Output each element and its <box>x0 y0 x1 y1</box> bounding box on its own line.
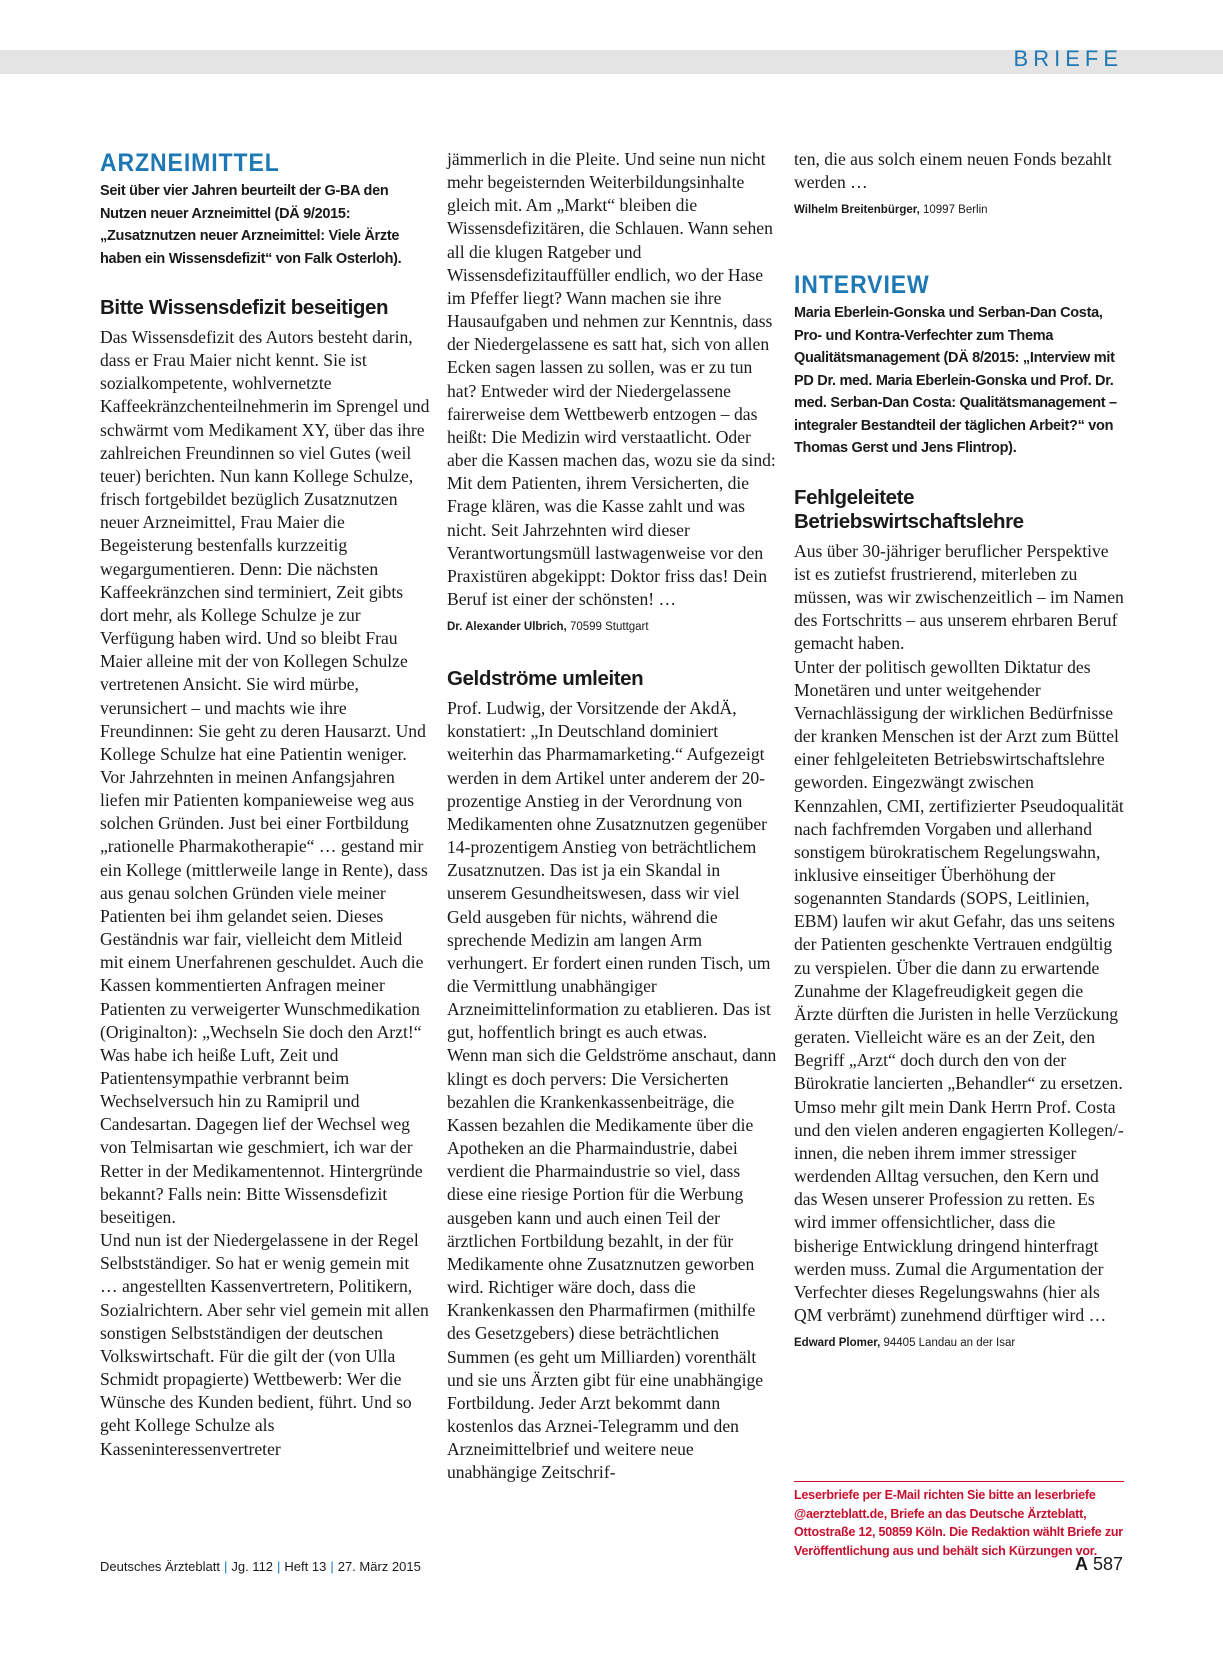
footer-volume: Jg. 112 <box>231 1559 274 1574</box>
signature-place: 70599 Stuttgart <box>569 621 649 634</box>
headline-geldstroeme: Geldströme umleiten <box>447 667 644 691</box>
section-label: BRIEFE <box>1013 46 1123 71</box>
footer-issue: Heft 13 <box>284 1559 327 1574</box>
footer-imprint: Deutsches Ärzteblatt | Jg. 112 | Heft 13 | 27. März 2015 <box>100 1559 421 1574</box>
lead-interview: Maria Eberlein-Gonska und Serban-Dan Costa, Pro- und Kontra-Verfechter zum Thema Qualitätsmanagement (DÄ 8/2015: „Interview mit PD Dr. med. Maria Eberlein-Gonska und Prof. Dr. med. Serban-Dan Costa: Qualitätsmanagement – integraler Bestandteil der täglichen Arbeit?“ von Thomas Gerst und Jens Flintrop). <box>794 305 1117 457</box>
page-prefix: A <box>1074 1554 1088 1574</box>
column-3 <box>794 148 1124 1351</box>
rubric-arzneimittel: ARZNEIMITTEL <box>100 149 280 177</box>
letter-body-betriebswirtschaftslehre: Aus über 30-jähriger beruflicher Perspektive ist es zutiefst frustrierend, miterleben zu müssen, was wir zwischenzeitlich – im Namen des Fortschritts – aus unserem ehrbaren Beruf gemacht haben. Unter der politisch gewollten Diktatur des Monetären und unter weitgehender Vernachlässigung der wirklichen Bedürfnisse der kranken Menschen ist der Arzt zum Büttel einer fehlgeleiteten Betriebswirtschaftslehre geworden. Eingezwängt zwischen Kennzahlen, CMI, zertifizierter Pseudoqualität nach fachfremden Vorgaben und allerhand sonstigem bürokratischem Regelungswahn, inklusive einseitiger Überhöhung der sogenannten Standards (SOPS, Leitlinien, EBM) laufen wir akut Gefahr, das uns seitens der Patienten geschenkte Vertrauen endgültig zu verspielen. Über die dann zu erwartende Zunahme der Klagefreudigkeit gegen die Ärzte dürften die Juristen in helle Verzückung geraten. Vielleicht wäre es an der Zeit, den Begriff „Arzt“ doch durch den von der Bürokratie lancierten „Behandler“ zu ersetzen. Umso mehr gilt mein Dank Herrn Prof. Costa und den vielen anderen engagierten Kollegen/-innen, die neben ihrem immer stressiger werdenden Alltag versuchen, den Kern und das Wesen unserer Profession zu retten. Es wird immer offensichtlicher, dass die bisherige Entwicklung dringend hinterfragt werden muss. Zumal die Argumentation der Verfechter dieses Regelungswahns (hier als QM verbrämt) zunehmend dürftiger wird … <box>794 540 1124 1325</box>
rubric-interview: INTERVIEW <box>794 271 930 300</box>
editorial-notice: Leserbriefe per E-Mail richten Sie bitte an leserbriefe @aerzteblatt.de, Briefe an das Deutsche Ärzteblatt, Ottostraße 12, 50859 Köln. Die Redaktion wählt Briefe zur Veröffentlichung aus und behält sich Kürzungen vor. <box>794 1481 1124 1560</box>
signature-plomer <box>794 1335 1124 1351</box>
column-1 <box>100 148 430 1461</box>
letter-body-geldstroeme-continued: ten, die aus solch einem neuen Fonds bezahlt werden … <box>794 149 1112 193</box>
letter-body-geldstroeme: Prof. Ludwig, der Vorsitzende der AkdÄ, konstatiert: „In Deutschland dominiert weiterhin das Pharmamarketing.“ Aufgezeigt werden in dem Artikel unter anderem der 20-prozentige Anstieg in der Verordnung von Medikamenten ohne Zusatznutzen gegenüber 14-prozentigem Anstieg von beträchtlichem Zusatznutzen. Das ist ja ein Skandal in unserem Gesundheitswesen, dass wir viel Geld ausgeben für nichts, während die sprechende Medizin am langen Arm verhungert. Er fordert einen runden Tisch, um die Vermittlung unabhängiger Arzneimittelinformation zu etablieren. Das ist gut, hoffentlich bringt es auch etwas. Wenn man sich die Geldströme anschaut, dann klingt es doch pervers: Die Versicherten bezahlen die Krankenkassenbeiträge, die Kassen bezahlen die Medikamente über die Apotheken an die Pharmaindustrie, dabei verdient die Pharmaindustrie so viel, dass diese eine riesige Portion für die Werbung ausgeben kann und auch einen Teil der ärztlichen Fortbildung bezahlt, in der für Medikamente ohne Zusatznutzen geworben wird. Richtiger wäre doch, dass die Krankenkassen den Pharmafirmen (mithilfe des Gesetzgebers) diese beträchtlichen Summen (es geht um Milliarden) vorenthält und sie uns Ärzten gibt für eine unabhängige Fortbildung. Jeder Arzt bekommt dann kostenlos das Arznei-Telegramm und den Arzneimittelbrief und weitere neue unabhängige Zeitschrif- <box>447 698 777 1483</box>
letter-body-wissensdefizit-continued: jämmerlich in die Pleite. Und seine nun nicht mehr begeisternden Weiterbildungsinhalte gleich mit. Am „Markt“ bleiben die Wissensdefizitären, die Schlauen. Wann sehen all die klugen Ratgeber und Wissensdefizitauffüller endlich, wo der Hase im Pfeffer liegt? Wann machen sie ihre Hausaufgaben und nehmen zur Kenntnis, dass der Niedergelassene es satt hat, sich von allen Ecken sagen lassen zu sollen, was er zu tun hat? Entweder wird der Niedergelassene fairerweise dem Wettbewerb entzogen – das heißt: Die Medizin wird verstaatlicht. Oder aber die Kassen machen das, wozu sie da sind: Mit dem Patienten, ihrem Versicherten, die Frage klären, was die Kasse zahlt und was nicht. Seit Jahrzehnten wird dieser Verantwortungsmüll lastwagenweise vor den Praxistüren abgekippt: Doktor friss das! Dein Beruf ist einer der schönsten! … <box>447 149 776 609</box>
signature-name: Dr. Alexander Ulbrich, <box>447 621 567 634</box>
column-2 <box>447 148 777 1484</box>
signature-place: 10997 Berlin <box>922 204 988 217</box>
signature-name: Wilhelm Breitenbürger, <box>794 204 920 217</box>
headline-wissensdefizit: Bitte Wissensdefizit beseitigen <box>100 296 389 319</box>
signature-place: 94405 Landau an der Isar <box>883 1337 1016 1350</box>
footer-publication: Deutsches Ärzteblatt <box>100 1559 220 1574</box>
footer-date: 27. März 2015 <box>337 1559 421 1574</box>
page-number <box>1075 1554 1123 1575</box>
signature-ulbrich <box>447 619 777 635</box>
headline-betriebswirtschaftslehre: Fehlgeleitete Betriebswirtschaftslehre <box>794 485 1024 533</box>
signature-name: Edward Plomer, <box>794 1337 881 1350</box>
lead-arzneimittel: Seit über vier Jahren beurteilt der G-BA den Nutzen neuer Arzneimittel (DÄ 9/2015: „Zusatznutzen neuer Arzneimittel: Viele Ärzte haben ein Wissensdefizit“ von Falk Osterloh). <box>100 183 402 267</box>
letter-body-wissensdefizit: Das Wissensdefizit des Autors besteht darin, dass er Frau Maier nicht kennt. Sie ist sozialkompetente, wohlvernetzte Kaffeekränzchenteilnehmerin im Sprengel und schwärmt vom Medikament XY, über das ihre zahlreichen Freundinnen so viel Gutes (weil teuer) berichten. Nun kann Kollege Schulze, frisch fortgebildet bezüglich Zusatznutzen neuer Arzneimittel, Frau Maier die Begeisterung bestenfalls kurzzeitig wegargumentieren. Denn: Die nächsten Kaffeekränzchen sind terminiert, Zeit gibts dort mehr, als Kollege Schulze je zur Verfügung haben wird. Und so bleibt Frau Maier alleine mit der von Kollegen Schulze vertretenen Ansicht. Sie wird mürbe, verunsichert – und machts wie ihre Freundinnen: Sie geht zu deren Hausarzt. Und Kollege Schulze hat eine Patientin weniger. Vor Jahrzehnten in meinen Anfangsjahren liefen mir Patienten kompanieweise weg aus solchen Gründen. Just bei einer Fortbildung „rationelle Pharmakotherapie“ … gestand mir ein Kollege (mittlerweile lange in Rente), dass aus genau solchen Gründen viele meiner Patienten bei ihm gelandet seien. Dieses Geständnis war fair, vielleicht dem Mitleid mit einem Unerfahrenen geschuldet. Auch die Kassen kommentierten Anfragen meiner Patienten zu verweigerter Wunschmedikation (Originalton): „Wechseln Sie doch den Arzt!“ Was habe ich heiße Luft, Zeit und Patientensympathie verbrannt beim Wechselversuch hin zu Ramipril und Candesartan. Dagegen lief der Wechsel weg von Telmisartan wie geschmiert, ich war der Retter in der Medikamentennot. Hintergründe bekannt? Falls nein: Bitte Wissensdefizit beseitigen. Und nun ist der Niedergelassene in der Regel Selbstständiger. So hat er wenig gemein mit … angestellten Kassenvertretern, Politikern, Sozialrichtern. Aber sehr viel gemein mit allen sonstigen Selbstständigen der deutschen Volkswirtschaft. Für die gilt der (von Ulla Schmidt propagierte) Wettbewerb: Wer die Wünsche des Kunden bedient, führt. Und so geht Kollege Schulze als Kasseninteressenvertreter <box>100 327 430 1459</box>
page-number-value: 587 <box>1092 1554 1123 1574</box>
signature-breitenbuerger <box>794 202 1124 218</box>
